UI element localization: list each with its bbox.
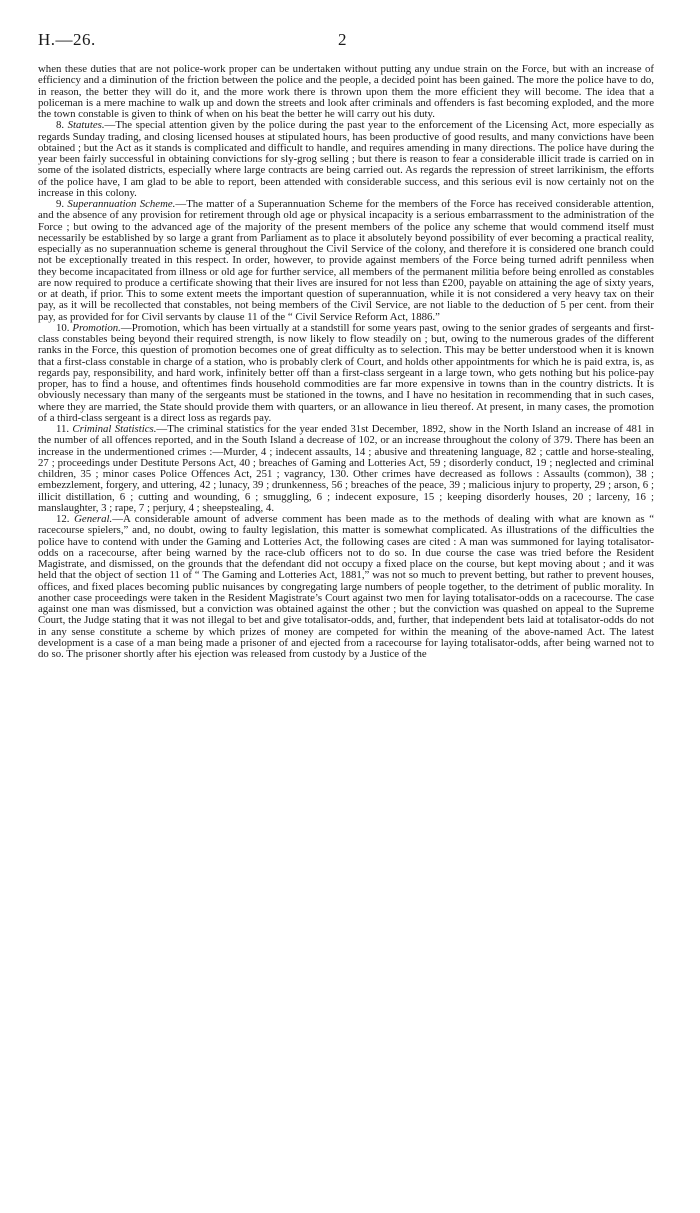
- section-number: 11.: [56, 423, 70, 435]
- page-header: [38, 30, 654, 56]
- paragraph-text: —The criminal statistics for the year ended 31st December, 1892, show in the North Island an increase of 481 in the number of all offences reported, and in the South Island a decrease of 102, or an increase throughout the colony of 379. There has been an increase in the undermentioned crimes :—Murder, 4 ; indecent assaults, 14 ; abusive and threatening language, 82 ; cattle and horse-stealing, 27 ; proceedings under Destitute Persons Act, 40 ; breaches of Gaming and Lotteries Act, 59 ; disorderly conduct, 19 ; neglected and criminal children, 35 ; minor cases Police Offences Act, 251 ; vagrancy, 130. Other crimes have decreased as follows : Assaults (common), 38 ; embezzlement, forgery, and uttering, 42 ; lunacy, 39 ; drunkenness, 56 ; breaches of the peace, 39 ; malicious injury to property, 29 ; arson, 6 ; illicit distillation, 6 ; cutting and wounding, 6 ; smuggling, 6 ; indecent exposure, 15 ; keeping disorderly houses, 20 ; larceny, 16 ; manslaughter, 3 ; rape, 7 ; perjury, 4 ; sheepstealing, 4.: [38, 423, 655, 514]
- section-number: 10.: [56, 321, 70, 334]
- document-page: [38, 30, 654, 660]
- paragraph-text: —A considerable amount of adverse comment has been made as to the methods of dealing with what are known as “ racecourse spielers,” and, no doubt, owing to faulty legislation, this matter is somewhat complicated. As illustrations of the difficulties the police have to contend with under the Gaming and Lotteries Act, the following cases are cited : A man was summoned for laying totalisator-odds on a racecourse, after being warned by the race-club officers not to do so. In due course the case was tried before the Resident Magistrate, and dismissed, on the grounds that the defendant did not occupy a fixed place on the course, but kept moving about ; and it was held that the object of section 11 of “ The Gaming and Lotteries Act, 1881,” was not so much to prevent betting, but rather to prevent houses, offices, and fixed places becoming public nuisances by congregating large numbers of people together, to the detriment of public morality. In another case proceedings were taken in the Resident Magistrate’s Court against two men for laying totalisator-odds on a racecourse. The case against one man was dismissed, but a conviction was obtained against the other ; but the conviction was quashed on appeal to the Supreme Court, the Judge stating that it was not illegal to bet and give totalisator-odds, and, further, that independent bets laid at totalisator-odds do not in any sense constitute a scheme by which prizes of money are competed for within the meaning of the above-named Act. The latest development is a case of a man being made a prisoner of and ejected from a racecourse for laying totalisator-odds, after being warned not to do so. The prisoner shortly after his ejection was released from custody by a Justice of the: [38, 513, 654, 660]
- paragraph-text: —The matter of a Superannuation Scheme for the members of the Force has received considerable attention, and the absence of any provision for retirement through old age or physical incapacity is a serious embarrassment to the administration of the Force ; but owing to the advanced age of the majority of the present members of the police any scheme that would commend itself must necessarily be established by so large a grant from Parliament as to place it absolutely beyond possibility of ever becoming a practical reality, especially as no superannuation scheme is general throughout the Civil Service of the colony, and therefore it is considered one branch could not be exceptionally treated in this respect. In order, however, to provide against members of the Force being turned adrift penniless when they become incapacitated from illness or old age for further service, all members of the permanent militia before being enrolled as constables are now required to produce a certificate showing that their lives are insured for not less than £200, payable on attaining the age of sixty years, or at death, if prior. This to some extent meets the important question of superannuation, while it is not considered a very heavy tax on their pay, as it will be recollected that constables, not being members of the Civil Service, are not liable to the deduction of 5 per cent. from their pay, as provided for for Civil servants by clause 11 of the “ Civil Service Reform Act, 1886.”: [38, 198, 654, 323]
- section-title: Criminal Statistics.: [72, 423, 157, 435]
- paragraph-criminal-statistics: [38, 424, 654, 514]
- section-number: 8.: [56, 119, 65, 132]
- section-title: General.: [74, 513, 113, 525]
- body-text: [38, 64, 654, 660]
- paragraph-text: when these duties that are not police-work proper can be undertaken without putting any undue strain on the Force, but with an increase of efficiency and a diminution of the friction between the police and the people, a decided point has been gained. The more the police have to do, in reason, the better they will do it, and the more work there is thrown upon them the more efficient they will become. The idea that a policeman is a mere machine to walk up and down the streets and look after criminals and offenders is fast becoming exploded, and the more the town constable is given to think of when on his beat the better he will carry out his duty.: [38, 63, 654, 120]
- section-number: 12.: [56, 513, 70, 525]
- section-number: 9.: [56, 198, 65, 210]
- section-title: Promotion.: [72, 321, 121, 334]
- page-number: 2: [338, 30, 347, 49]
- paragraph-text: —Promotion, which has been virtually at a standstill for some years past, owing to the senior grades of sergeants and first-class constables being beyond their required strength, is now likely to flow steadily on ; but, owing to the numerous grades of the different ranks in the Force, this question of promotion becomes one of great difficulty as to selection. This may be better understood when it is known that a first-class constable in charge of a station, who is probably clerk of Court, and holds other appointments for which he is paid extra, is, as regards pay, responsibility, and hard work, infinitely better off than a first-class sergeant in a large town, who gets nothing but his police-pay proper, has to find a house, and oftentimes finds household commodities are far more expensive in towns than in the country districts. It is obviously necessary than many of the sergeants must be stationed in the towns, and I have no hesitation in recommending that in such cases, where they are married, the State should provide them with quarters, or an allowance in lieu thereof. At present, in many cases, the promotion of a third-class sergeant is a direct loss as regards pay.: [38, 321, 654, 424]
- section-title: Statutes.: [67, 119, 105, 132]
- paragraph-superannuation: [38, 199, 654, 323]
- paragraph-continuation: [38, 64, 654, 120]
- paragraph-general: [38, 514, 654, 660]
- section-title: Superannuation Scheme.: [67, 198, 176, 210]
- paragraph-text: —The special attention given by the police during the past year to the enforcement of the Licensing Act, more especially as regards Sunday trading, and closing licensed houses at stipulated hours, has been productive of good results, and many convictions have been obtained ; but the Act as it stands is complicated and difficult to handle, and requires amending in many directions. The police have during the year been fairly successful in obtaining convictions for sly-grog selling ; but there is reason to fear a considerable illicit trade is carried on in some of the isolated districts, especially where large contracts are being carried out. As regards the repression of street larrikinism, the efforts of the police have, I am glad to be able to report, been attended with considerable success, and this serious evil is now certainly not on the increase in this colony.: [38, 119, 654, 199]
- document-reference: H.—26.: [38, 30, 96, 49]
- paragraph-statutes: [38, 120, 654, 199]
- paragraph-promotion: [38, 323, 654, 424]
